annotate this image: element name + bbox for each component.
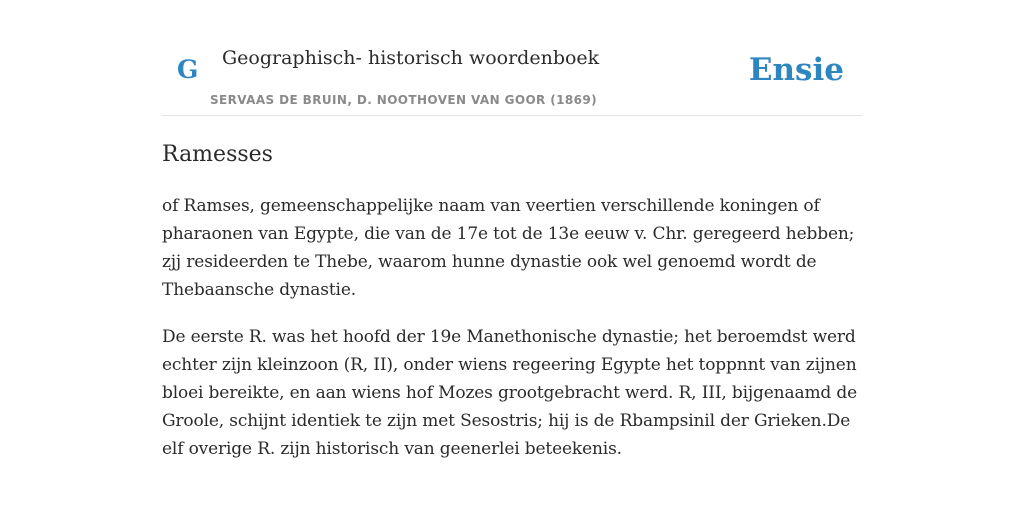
entry-title: Ramesses — [162, 142, 273, 167]
entry-body — [162, 192, 862, 482]
header — [162, 30, 862, 116]
brand-logo[interactable]: Ensie — [748, 52, 844, 88]
entry-paragraph: of Ramses, gemeenschappelijke naam van veertien verschillende koningen of pharaonen van Egypte, die van de 17e tot de 13e eeuw v. Chr. geregeerd hebben; zjj resideerden te Thebe, waarom hunne dynastie ook wel genoemd wordt de Thebaansche dynastie. — [162, 196, 855, 300]
book-author: SERVAAS DE BRUIN, D. NOOTHOVEN VAN GOOR (1869) — [210, 93, 598, 107]
entry-paragraph: De eerste R. was het hoofd der 19e Manethonische dynastie; het beroemdst werd echter zijn kleinzoon (R, II), onder wiens regeering Egypte het toppnnt van zijnen bloei bereikte, en aan wiens hof Mozes grootgebracht werd. R, III, bijgenaamd de Groole, schijnt identiek te zijn met Sesostris; hij is de Rbampsinil der Grieken.De elf overige R. zijn historisch van geenerlei beteekenis. — [162, 327, 858, 459]
book-logo-icon[interactable]: G — [177, 55, 199, 84]
book-title-link[interactable]: Geographisch- historisch woordenboek — [222, 47, 600, 69]
